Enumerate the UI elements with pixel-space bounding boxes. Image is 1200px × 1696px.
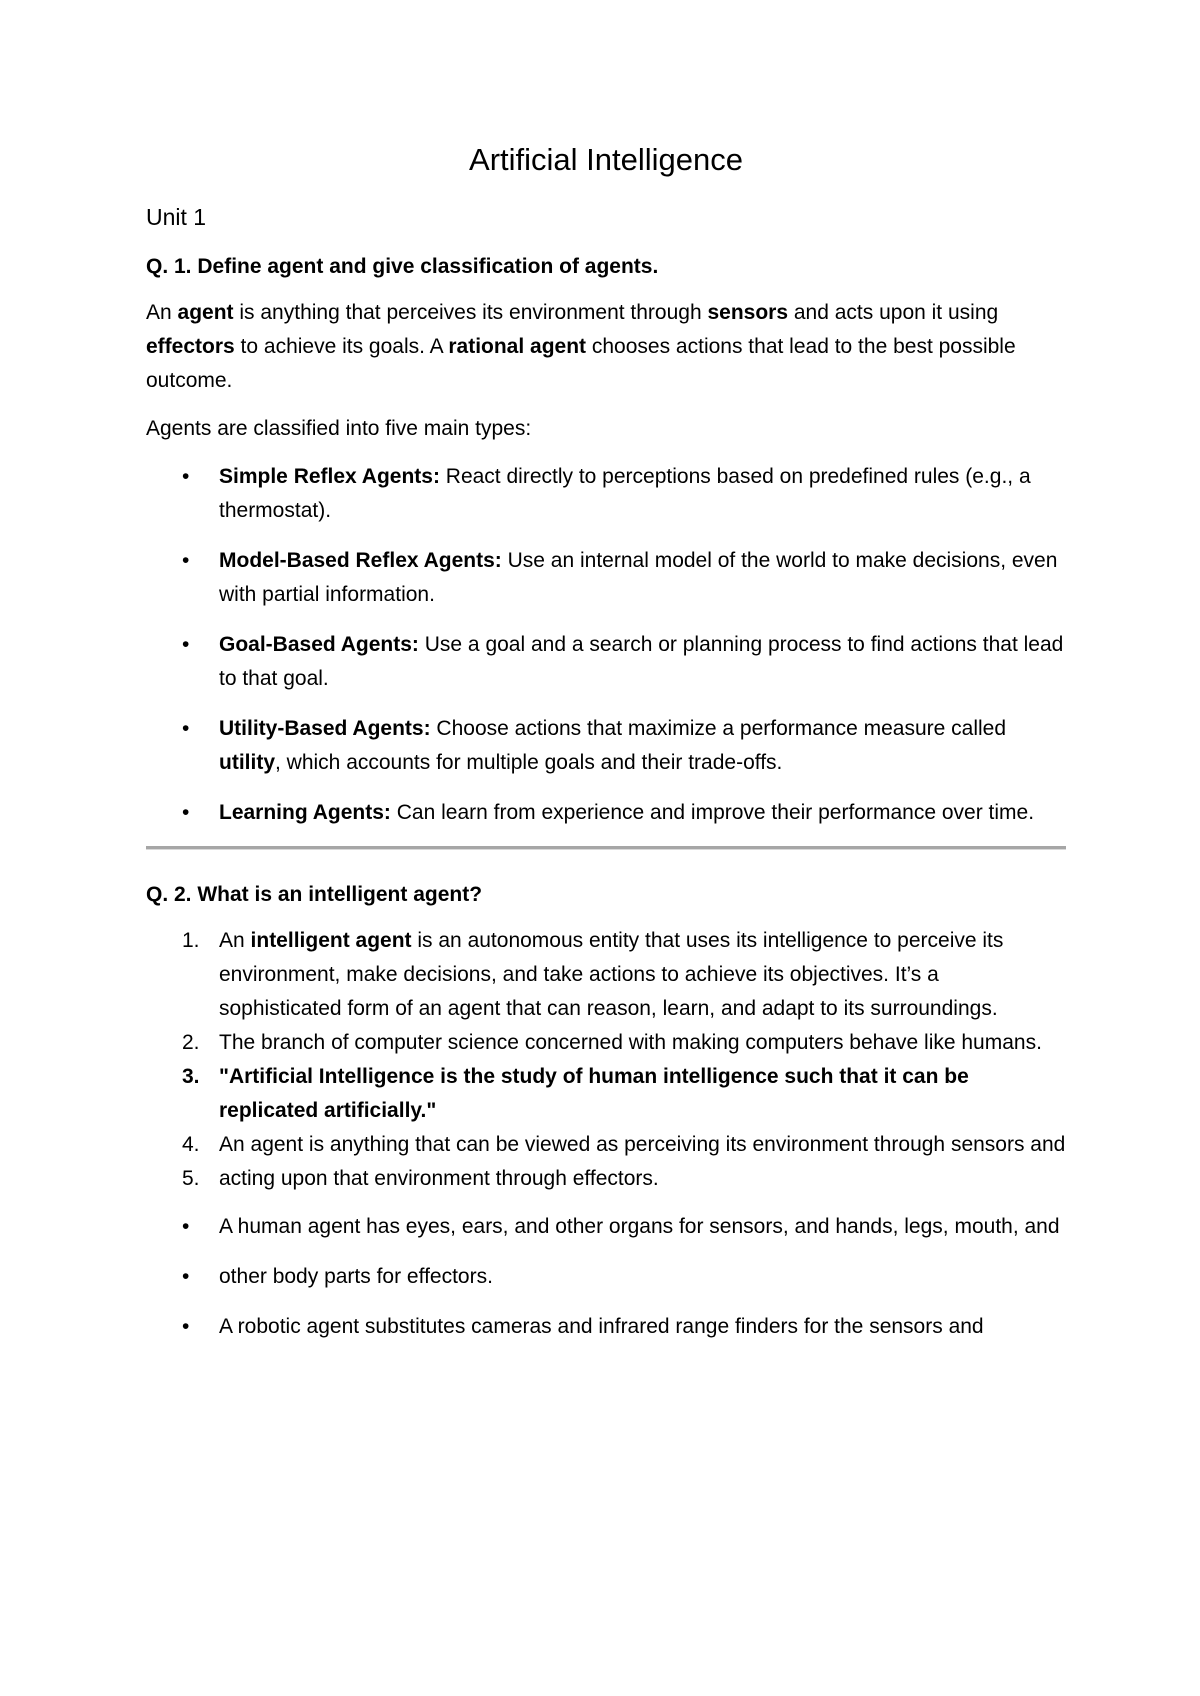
document-page xyxy=(146,140,1066,1360)
bullet-marker: • xyxy=(182,1265,190,1288)
list-item: • Utility-Based Agents: Choose actions that maximize a performance measure called utility, which accounts for multiple goals and their trade-offs. xyxy=(146,712,1066,780)
bullet-marker: • xyxy=(182,1215,190,1238)
list-number: 4. xyxy=(182,1133,200,1156)
list-item: • A human agent has eyes, ears, and other organs for sensors, and hands, legs, mouth, and xyxy=(146,1210,1066,1244)
list-number: 3. xyxy=(182,1065,200,1088)
bullet-marker: • xyxy=(182,717,190,740)
list-item: • Model-Based Reflex Agents: Use an internal model of the world to make decisions, even with partial information. xyxy=(146,544,1066,612)
list-item: 1. An intelligent agent is an autonomous entity that uses its intelligence to perceive its environment, make decisions, and take actions to achieve its objectives. It’s a sophisticated form of an agent that can reason, learn, and adapt to its surroundings. xyxy=(146,924,1066,1026)
list-item: • other body parts for effectors. xyxy=(146,1260,1066,1294)
agent-examples-list xyxy=(146,1210,1066,1344)
list-item: • Learning Agents: Can learn from experience and improve their performance over time. xyxy=(146,796,1066,830)
list-item: 4. An agent is anything that can be viewed as perceiving its environment through sensors and xyxy=(146,1128,1066,1162)
unit-heading: Unit 1 xyxy=(146,204,207,230)
list-item: • Goal-Based Agents: Use a goal and a search or planning process to find actions that lead to that goal. xyxy=(146,628,1066,696)
list-number: 2. xyxy=(182,1031,200,1054)
list-item: 3. "Artificial Intelligence is the study of human intelligence such that it can be replicated artificially." xyxy=(146,1060,1066,1128)
list-item: 2. The branch of computer science concerned with making computers behave like humans. xyxy=(146,1026,1066,1060)
list-number: 5. xyxy=(182,1167,200,1190)
bullet-marker: • xyxy=(182,465,190,488)
bullet-marker: • xyxy=(182,1315,190,1338)
question-1: Q. 1. Define agent and give classification of agents. xyxy=(146,255,659,278)
document-title: Artificial Intelligence xyxy=(469,142,743,177)
horizontal-divider xyxy=(146,846,1066,850)
list-number: 1. xyxy=(182,929,200,952)
list-item: 5. acting upon that environment through effectors. xyxy=(146,1162,1066,1196)
agent-definition-paragraph: An agent is anything that perceives its environment through sensors and acts upon it using effectors to achieve its goals. A rational agent chooses actions that lead to the best possible outcome. xyxy=(146,301,1016,392)
bullet-marker: • xyxy=(182,801,190,824)
question-2: Q. 2. What is an intelligent agent? xyxy=(146,883,483,906)
bullet-marker: • xyxy=(182,633,190,656)
intelligent-agent-list xyxy=(146,924,1066,1196)
bullet-marker: • xyxy=(182,549,190,572)
list-item: • A robotic agent substitutes cameras and infrared range finders for the sensors and xyxy=(146,1310,1066,1344)
agent-types-list xyxy=(146,460,1066,830)
classification-intro: Agents are classified into five main types: xyxy=(146,417,532,440)
list-item: • Simple Reflex Agents: React directly to perceptions based on predefined rules (e.g., a thermostat). xyxy=(146,460,1066,528)
